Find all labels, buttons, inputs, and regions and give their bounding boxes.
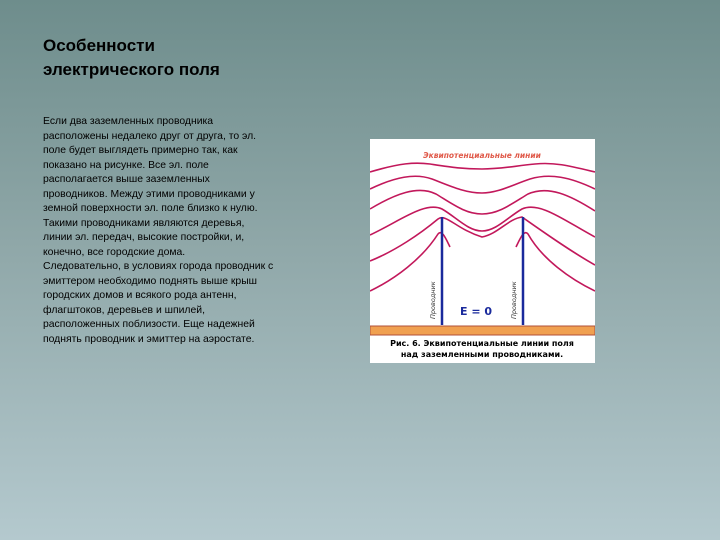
equipotential-line-5 — [370, 217, 595, 265]
equipotential-line-6 — [370, 233, 595, 291]
ground — [370, 326, 595, 335]
left-conductor-label: Проводник — [429, 281, 437, 319]
caption-line-2: над заземленными проводниками. — [400, 350, 564, 359]
paragraph-2: Следовательно, в условиях города проводник с эмиттером необходимо поднять выше крыш городских домов и всякого рода антенн, флагштоков, деревьев и шпилей, расположенных поблизости. Еще надежней поднять проводник и эмиттер на аэростате. — [43, 261, 274, 345]
right-conductor-label: Проводник — [510, 281, 518, 319]
figure-heading: Эквипотенциальные линии — [423, 151, 541, 160]
title-line-1: Особенности — [43, 36, 155, 55]
equipotential-figure — [370, 139, 595, 363]
slide-title — [43, 34, 343, 82]
equipotential-line-4 — [370, 207, 595, 237]
equipotential-line-2 — [370, 176, 595, 193]
caption-line-1: Рис. 6. Эквипотенциальные линии поля — [390, 339, 574, 348]
body-text — [43, 115, 275, 347]
equipotential-lines — [370, 163, 595, 291]
equipotential-line-1 — [370, 163, 595, 172]
equipotential-diagram — [370, 139, 595, 363]
equipotential-line-3 — [370, 190, 595, 214]
title-line-2: электрического поля — [43, 60, 220, 79]
zero-field-label: E = 0 — [459, 305, 493, 318]
paragraph-1: Если два заземленных проводника расположены недалеко друг от друга, то эл. поле будет выглядеть примерно так, как показано на рисунке. Все эл. поле располагается выше заземленных проводников. Между этими проводниками у земной поверхности эл. поле близко к нулю. Такими проводниками являются деревья, линии эл. передач, высокие постройки, и, конечно, все городские дома. — [43, 116, 258, 258]
